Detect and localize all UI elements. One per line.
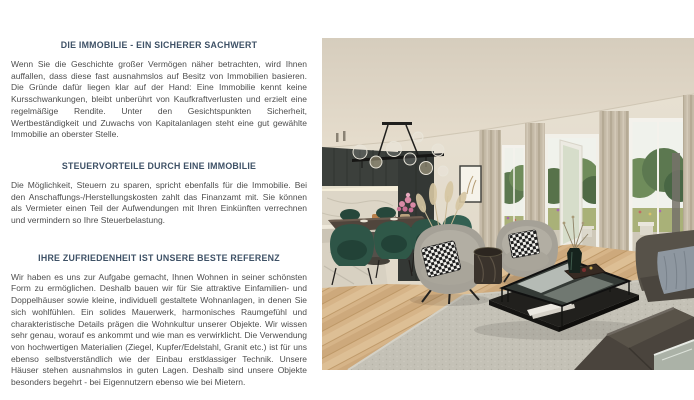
section-body: Wenn Sie die Geschichte großer Vermögen näher betrachten, wird Ihnen auffallen, dass diese fast ausnahmslos auf Besitz von Immobilien basieren. Die Gründe dafür liegen klar auf der Hand: Eine Immobilie kennt keine Kursschwankungen, bleibt unberührt von Kaufkraftverlusten und erzielt eine regelmäßige Rendite. Unter den Gesichtspunkten Sicherheit, Wertbeständigkeit und Zuwachs von Kapitalanlagen steht eine gut gewählte Immobilie an oberster Stelle. — [11, 59, 307, 140]
living-room-photo — [322, 38, 694, 370]
under-cabinet-light — [322, 186, 398, 191]
section-heading: IHRE ZUFRIEDENHEIT IST UNSERE BESTE REFERENZ — [38, 252, 280, 263]
section-heading: STEUERVORTEILE DURCH EINE IMMOBILIE — [61, 160, 257, 171]
section-body: Wir haben es uns zur Aufgabe gemacht, Ihnen Wohnen in seiner schönsten Form zu ermöglichen. Deshalb bauen wir für Sie attraktive Einfamilien- und Doppelhäuser sowie kleine, individuell gestaltete Wohnanlagen, in denen Sie sich wohlfühlen. Ein solides Mauerwerk, harmonisches Raumgefühl und charakteristische Details prägen die Wohnkultur unserer Objekte. Wir wissen sehr genau, worauf es ankommt und wie man es verwirklicht. Die Verwendung von hochwertigen Materialien (Ziegel, Kupfer/Edelstahl, Granit etc.) ist für uns ebenso selbstverständlich wie der Einbau erstklassiger Technik. Unsere Häuser stehen ausnahmslos in guten Lagen. Deshalb sind unsere Objekte besonders begehrt - bei Eigennutzern ebenso wie bei Mietern. — [11, 271, 307, 388]
section-steuervorteile — [11, 161, 307, 227]
blanket — [657, 246, 694, 294]
section-body: Die Möglichkeit, Steuern zu sparen, spricht ebenfalls für die Immobilie. Bei den Anschaffungs-/Herstellungskosten zahlt das Finanzamt mit. Sie können als Vermieter einen Teil der Aufwendungen mit Ihren Einkünften verrechnen und vermindern so Ihre Steuerbelastung. — [11, 179, 307, 226]
section-sachwert — [11, 40, 307, 141]
section-referenz — [11, 253, 307, 389]
text-column — [11, 40, 307, 389]
living-room-illustration — [322, 38, 694, 370]
section-heading: DIE IMMOBILIE - EIN SICHERER SACHWERT — [60, 40, 258, 50]
drum-side-table — [474, 248, 502, 285]
